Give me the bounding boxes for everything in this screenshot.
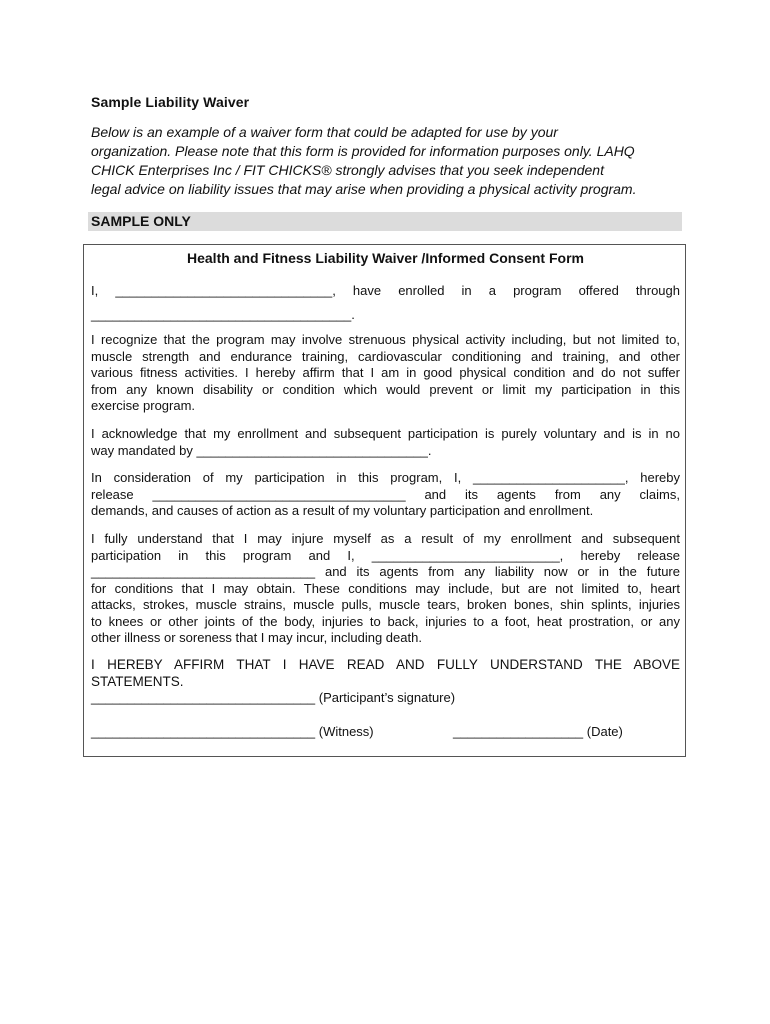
intro-line: CHICK Enterprises Inc / FIT CHICKS® strongly advises that you seek independent	[91, 162, 604, 178]
sample-only-banner	[88, 212, 682, 231]
date-line: __________________ (Date)	[453, 724, 623, 739]
recognize-line: exercise program.	[91, 398, 196, 413]
recognize-line: muscle strength and endurance training, cardiovascular conditioning and training, and other	[91, 348, 680, 364]
waiver-form-box	[83, 244, 686, 757]
consideration-line: demands, and causes of action as a result of my voluntary participation and enrollment.	[91, 503, 594, 518]
participant-signature-line: _______________________________ (Participant’s signature)	[91, 690, 456, 705]
recognize-line: I recognize that the program may involve strenuous physical activity including, but not limited to,	[91, 332, 680, 347]
understand-line: other illness or soreness that I may incur, including death.	[91, 630, 422, 645]
form-title: Health and Fitness Liability Waiver /Informed Consent Form	[187, 250, 584, 266]
sample-only-label: SAMPLE ONLY	[91, 213, 191, 229]
enroll-line: I, ______________________________, have enrolled in a program offered through	[91, 283, 680, 298]
intro-line: legal advice on liability issues that may arise when providing a physical activity program.	[91, 181, 637, 197]
understand-line: _______________________________ and its agents from any liability now or in the future	[91, 564, 680, 579]
recognize-line: from any known disability or condition which would prevent or limit my participation in this	[91, 381, 680, 397]
consideration-line: release ___________________________________ and its agents from any claims,	[91, 486, 680, 502]
consideration-line: In consideration of my participation in this program, I, _____________________, hereby	[91, 470, 680, 485]
intro-line: Below is an example of a waiver form that could be adapted for use by your	[91, 124, 558, 140]
intro-line: organization. Please note that this form is provided for information purposes only. LAHQ	[91, 143, 635, 159]
acknowledge-line: I acknowledge that my enrollment and subsequent participation is purely voluntary and is in no	[91, 426, 680, 441]
understand-line: participation in this program and I, __________________________, hereby release	[91, 547, 680, 563]
understand-line: attacks, strokes, muscle strains, muscle pulls, muscle tears, broken bones, shin splints, injuries	[91, 597, 680, 612]
affirm-line: STATEMENTS.	[91, 674, 184, 689]
understand-line: for conditions that I may obtain. These conditions may include, but are not limited to, heart	[91, 580, 680, 596]
page-title: Sample Liability Waiver	[91, 94, 250, 110]
intro-paragraph	[91, 123, 691, 199]
understand-line: I fully understand that I may injure myself as a result of my enrollment and subsequent	[91, 531, 680, 546]
affirm-line: I HEREBY AFFIRM THAT I HAVE READ AND FULLY UNDERSTAND THE ABOVE	[91, 657, 680, 672]
recognize-line: various fitness activities. I hereby affirm that I am in good physical condition and do not suffer	[91, 365, 680, 380]
witness-signature-line: _______________________________ (Witness)	[91, 724, 374, 739]
enroll-line: ____________________________________.	[91, 307, 355, 322]
acknowledge-line: way mandated by ________________________________.	[91, 442, 432, 458]
understand-line: to knees or other joints of the body, injuries to back, injuries to a foot, heat prostration, or any	[91, 613, 680, 629]
